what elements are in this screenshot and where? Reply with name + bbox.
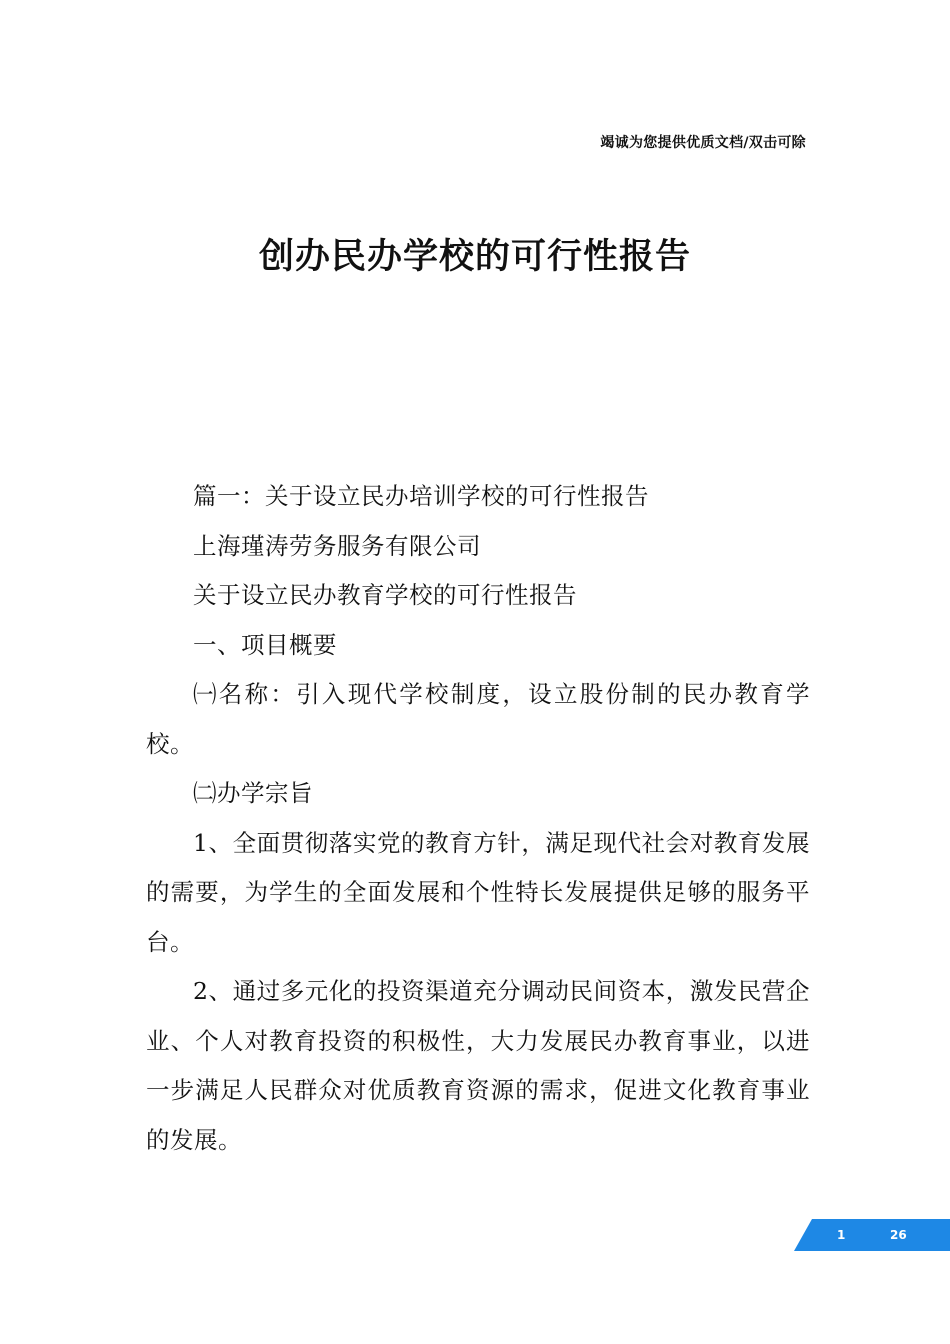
- page-counter: [794, 1219, 950, 1251]
- paragraph: 1、全面贯彻落实党的教育方针，满足现代社会对教育发展的需要，为学生的全面发展和个性特长发展提供足够的服务平台。: [146, 828, 810, 956]
- document-title: 创办民办学校的可行性报告: [258, 237, 691, 277]
- paragraph: ㈡办学宗旨: [193, 779, 313, 807]
- paragraph: ㈠名称：引入现代学校制度，设立股份制的民办教育学校。: [146, 680, 810, 758]
- current-page-number: 1: [837, 1228, 846, 1242]
- page-counter-badge: [794, 1219, 950, 1251]
- total-page-count: 26: [890, 1228, 907, 1242]
- paragraph: 一、项目概要: [193, 630, 337, 659]
- paragraph: 2、通过多元化的投资渠道充分调动民间资本，激发民营企业、个人对教育投资的积极性，大力发展民办教育事业，以进一步满足人民群众对优质教育资源的需求，促进文化教育事业的发展。: [146, 977, 810, 1154]
- paragraph: 篇一：关于设立民办培训学校的可行性报告: [193, 482, 649, 510]
- header-note: 竭诚为您提供优质文档/双击可除: [600, 135, 806, 151]
- document-body: [146, 472, 810, 1165]
- paragraph: 关于设立民办教育学校的可行性报告: [193, 581, 577, 609]
- paragraph: 上海瑾涛劳务服务有限公司: [193, 531, 481, 560]
